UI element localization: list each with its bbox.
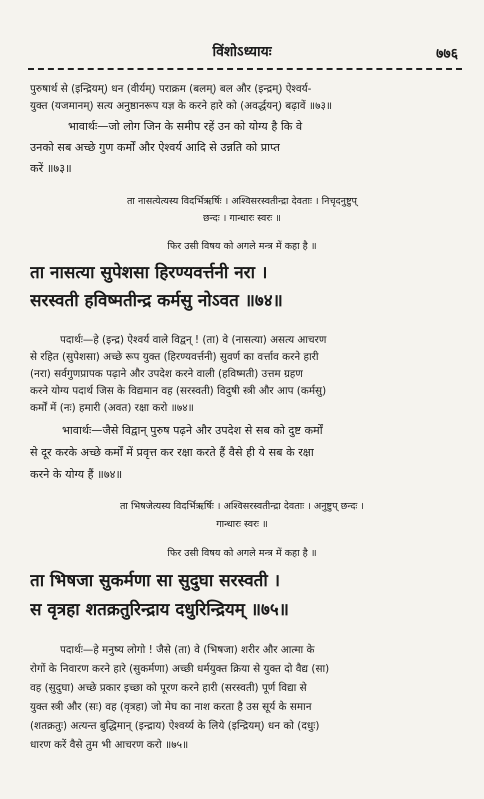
chapter-title: विंशोऽध्यायः	[212, 44, 272, 60]
mantra-heading: गान्धारः स्वरः ॥	[216, 519, 268, 530]
padartha-line: पदार्थः—हे (इन्द्र) ऐश्वर्य वाले विद्वन् ! (ता) वे (नासत्या) असत्य आचरण	[60, 334, 327, 346]
intro-line: फिर उसी विषय को अगले मन्त्र में कहा है ॥	[167, 548, 317, 559]
padartha-line: पदार्थः—हे मनुष्य लोगो ! जैसे (ता) वे (भिषजा) शरीर और आत्मा के	[60, 644, 315, 656]
mantra-line: ता भिषजा सुकर्मणा सा सुदुघा सरस्वती ।	[30, 571, 281, 591]
page-number: ७७६	[436, 46, 458, 62]
text-line: युक्त स्त्री और (सः) वह (वृत्रहा) जो मेघ का नाश करता है उस सूर्य के समान	[30, 701, 312, 713]
text-line: करने योग्य पदार्थ जिस के विद्यमान वह (सरस्वती) विदुषी स्त्री और आप (कर्मसु)	[30, 385, 327, 397]
text-line: (नरा) सर्वगुणप्रापक पढ़ाने और उपदेश करने वाली (हविष्मती) उत्तम ग्रहण	[30, 368, 303, 380]
text-line: उनको सब अच्छे गुण कर्मों और ऐश्वर्य आदि से उन्नति को प्राप्त	[30, 141, 280, 154]
text-line: पुरुषार्थ से (इन्द्रियम्) धन (वीर्यम्) पराक्रम (बलम्) बल और (इन्द्रम्) ऐश्वर्य-	[30, 83, 312, 95]
text-line: से रहित (सुपेशसा) अच्छे रूप युक्त (हिरण्यवर्त्तनी) सुवर्ण का वर्त्ताव करने हारी	[30, 351, 319, 363]
text-line: युक्त (यजमानम्) सत्य अनुष्ठानरूप यज्ञ के करने हारे को (अवर्द्धयन्) बढ़ावें ॥७३॥	[30, 100, 333, 112]
mantra-heading: ता भिषजेत्यस्य विदर्भिऋर्षिः । अश्विसरस्वतीन्द्रा देवताः । अनुष्टुप् छन्दः ।	[119, 501, 365, 512]
text-line: से दूर करके अच्छे कर्मों में प्रवृत्त कर रक्षा करते हैं वैसे ही ये सब के रक्षा	[30, 446, 314, 459]
text-line: करें ॥७३॥	[30, 162, 72, 175]
mantra-line: स वृत्रहा शतक्रतुरिन्द्राय दधुरिन्द्रियम् ॥७५॥	[30, 600, 289, 620]
text-line: कर्मों में (नः) हमारी (अवत) रक्षा करो ॥७४॥	[30, 402, 194, 414]
intro-line: फिर उसी विषय को अगले मन्त्र में कहा है ॥	[167, 241, 317, 252]
header-rule	[28, 68, 462, 70]
text-line: (शतक्रतुः) अत्यन्त बुद्धिमान् (इन्द्राय) ऐश्वर्य्य के लिये (इन्द्रियम्) धन को (दधुः)	[30, 720, 320, 732]
text-line: वह (सुदुघा) अच्छे प्रकार इच्छा को पूरण करने हारी (सरस्वती) पूर्ण विद्या से	[30, 682, 307, 694]
text-line: धारण करें वैसे तुम भी आचरण करो ॥७५॥	[30, 739, 189, 751]
mantra-heading: ता नासत्येत्यस्य विदर्भिऋर्षिः । अश्विसरस्वतीन्द्रा देवताः । निचृदनुष्टुप्	[126, 196, 358, 207]
mantra-line: ता नासत्या सुपेशसा हिरण्यवर्त्तनी नरा ।	[30, 263, 268, 283]
text-line: रोगों के निवारण करने हारे (सुकर्मणा) अच्छी धर्मयुक्त क्रिया से युक्त दो वैद्य (सा)	[30, 663, 330, 675]
text-line: करने के योग्य हैं ॥७४॥	[30, 468, 123, 481]
bhavartha-line: भावार्थः—जैसे विद्वान् पुरुष पढ़ने और उपदेश से सब को दुष्ट कर्मों	[62, 424, 323, 437]
mantra-heading: छन्दः । गान्धारः स्वरः ॥	[202, 213, 282, 224]
mantra-line: सरस्वती हविष्मतीन्द्र कर्मसु नोऽवत ॥७४॥	[30, 291, 283, 311]
bhavartha-line: भावार्थः—जो लोग जिन के समीप रहें उन को योग्य है कि वे	[68, 120, 303, 133]
